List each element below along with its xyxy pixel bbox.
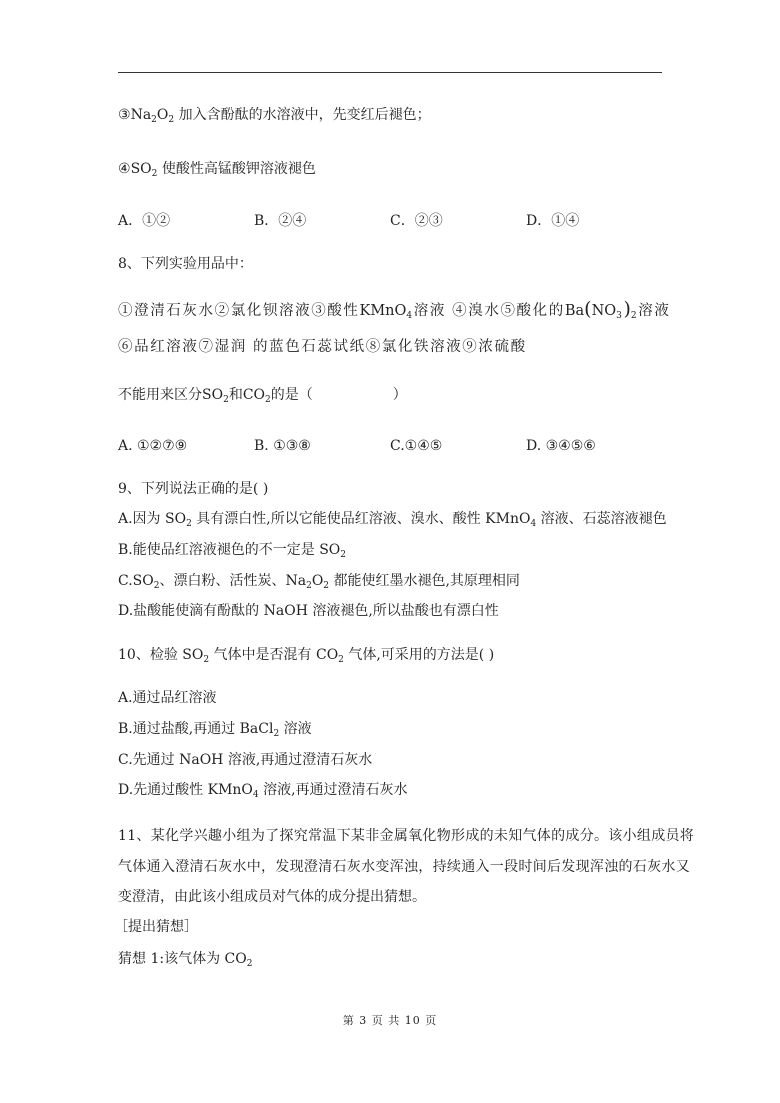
q11-guess-1: 猜想 1:该气体为 $CO_2$	[118, 951, 253, 969]
q7-item-3: $③Na_2O_2$ 加入含酚酞的水溶液中，先变红后褪色；	[118, 107, 431, 125]
q8-question: 不能用来区分$SO_2$和$CO_2$的是（ ）	[118, 387, 407, 405]
q11-section-heading: ［提出猜想］	[114, 919, 198, 935]
q9-option-c: $C.SO_2$、漂白粉、活性炭、$Na_2O_2$ 都能使红墨水褪色,其原理相同	[118, 573, 520, 591]
q8-reagents-row-2: ⑥品红溶液⑦湿润 的蓝色石蕊试纸⑧氯化铁溶液⑨浓硫酸	[118, 339, 527, 355]
q7-item-4: $④SO_2$ 使酸性高锰酸钾溶液褪色	[118, 161, 316, 179]
q8-option-a: A. ①②⑦⑨	[118, 438, 188, 454]
q8-option-d: D. ③④⑤⑥	[526, 438, 596, 454]
q8-stem: 8、下列实验用品中：	[118, 256, 253, 272]
q7-option-c: C．②③	[390, 213, 443, 229]
header-rule	[118, 72, 662, 73]
q9-option-d: D.盐酸能使滴有酚酞的 NaOH 溶液褪色,所以盐酸也有漂白性	[118, 603, 499, 619]
q9-option-a: A.因为 $SO_2$ 具有漂白性,所以它能使品红溶液、溴水、酸性 KMnO$_4$ 溶液、石蕊溶液褪色	[118, 511, 667, 529]
q9-stem: 9、下列说法正确的是( )	[118, 481, 269, 497]
q7-option-a: A．①②	[118, 213, 171, 229]
q11-text-line-2: 气体通入澄清石灰水中，发现澄清石灰水变浑浊，持续通入一段时间后发现浑浊的石灰水又	[118, 859, 690, 875]
q10-option-a: A.通过品红溶液	[118, 690, 217, 706]
q8-reagents-row-1: ①澄清石灰水②氯化钡溶液③酸性KMnO$_4$溶液 ④溴水⑤酸化的$Ba(NO_3)_2$溶液	[118, 298, 671, 321]
q7-option-b: B．②④	[254, 213, 307, 229]
q8-option-b: B. ①③⑧	[254, 438, 311, 454]
q11-text-line-3: 变澄清，由此该小组成员对气体的成分提出猜想。	[118, 889, 426, 905]
q8-option-c: C.①④⑤	[390, 438, 443, 454]
q10-option-b: B.通过盐酸,再通过 BaCl$_2$ 溶液	[118, 721, 312, 739]
q11-text-line-1: 11、某化学兴趣小组为了探究常温下某非金属氧化物形成的未知气体的成分。该小组成员将	[118, 828, 695, 844]
q10-option-d: D.先通过酸性 KMnO$_4$ 溶液,再通过澄清石灰水	[118, 782, 408, 800]
q9-option-b: B.能使品红溶液褪色的不一定是 $SO_2$	[118, 542, 346, 560]
q10-option-c: C.先通过 NaOH 溶液,再通过澄清石灰水	[118, 752, 373, 768]
q10-stem: 10、检验 $SO_2$ 气体中是否混有 $CO_2$ 气体,可采用的方法是( )	[118, 647, 495, 665]
q7-option-d: D．①④	[526, 213, 580, 229]
page-number: 第 3 页 共 10 页	[342, 1014, 438, 1027]
